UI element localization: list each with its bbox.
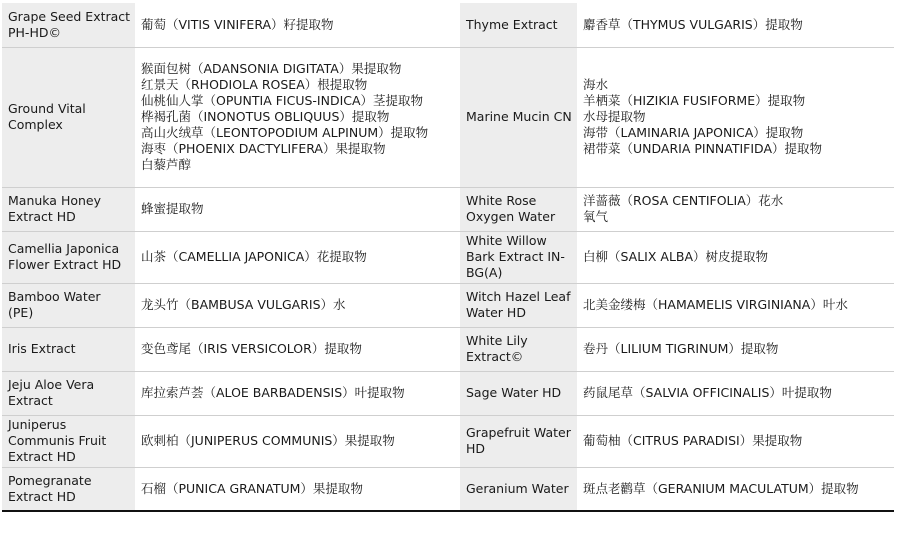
extract-name-cell — [460, 187, 577, 231]
ingredient-cell-line: 猴面包树（ADANSONIA DIGITATA）果提取物 — [141, 61, 402, 76]
ingredient-cell-line: 裙带菜（UNDARIA PINNATIFIDA）提取物 — [583, 141, 823, 156]
table-row — [2, 371, 894, 415]
extract-name-cell-line: (PE) — [8, 305, 34, 320]
ingredient-cell — [135, 467, 454, 511]
ingredient-cell — [577, 187, 894, 231]
extract-name-cell-line: PH-HD© — [8, 24, 61, 40]
extract-name-cell — [460, 283, 577, 327]
extract-name-cell-line: Sage Water HD — [466, 385, 562, 400]
ingredient-cell-line: 海枣（PHOENIX DACTYLIFERA）果提取物 — [141, 141, 386, 156]
extract-name-cell-line: HD — [466, 441, 486, 456]
extract-name-cell-line: Jeju Aloe Vera — [8, 377, 95, 392]
ingredient-cell-line: 石榴（PUNICA GRANATUM）果提取物 — [141, 480, 363, 496]
extract-name-cell — [460, 415, 577, 467]
ingredient-cell-line: 海带（LAMINARIA JAPONICA）提取物 — [583, 125, 804, 140]
table-row — [2, 327, 894, 371]
table-row — [2, 187, 894, 231]
extract-name-cell-line: Marine Mucin CN — [466, 109, 572, 124]
extract-name-cell — [460, 3, 577, 47]
ingredient-cell-line: 高山火绒草（LEONTOPODIUM ALPINUM）提取物 — [141, 125, 429, 140]
extract-name-cell-line: Pomegranate — [8, 472, 92, 488]
ingredient-cell — [135, 371, 454, 415]
ingredient-cell-line: 羊栖菜（HIZIKIA FUSIFORME）提取物 — [583, 93, 806, 108]
extract-name-cell — [2, 371, 135, 415]
ingredient-cell-line: 红景天（RHODIOLA ROSEA）根提取物 — [141, 77, 368, 92]
ingredient-cell — [135, 187, 454, 231]
extract-name-cell-line: Communis Fruit — [8, 433, 107, 448]
ingredient-cell — [135, 283, 454, 327]
extract-name-cell-line: Bark Extract IN- — [466, 249, 565, 264]
extract-name-cell — [2, 467, 135, 511]
extract-name-cell — [2, 3, 135, 47]
extract-name-cell — [2, 47, 135, 187]
extract-name-cell-line: Manuka Honey — [8, 193, 101, 208]
table-row — [2, 467, 894, 511]
extract-name-cell — [2, 327, 135, 371]
ingredient-cell-line: 白柳（SALIX ALBA）树皮提取物 — [583, 249, 769, 264]
extract-name-cell-line: Water HD — [466, 305, 526, 320]
extract-name-cell-line: White Lily — [466, 333, 528, 348]
ingredient-cell-line: 海水 — [583, 77, 609, 92]
extract-name-cell-line: White Rose — [466, 193, 537, 208]
ingredient-cell-line: 葡萄柚（CITRUS PARADISI）果提取物 — [583, 433, 803, 448]
table-row — [2, 231, 894, 283]
extract-name-cell — [2, 415, 135, 467]
ingredient-cell-line: 氧气 — [583, 209, 609, 224]
extract-name-cell-line: Ground Vital — [8, 101, 86, 116]
ingredient-cell — [135, 415, 454, 467]
extract-name-cell-line: Grapefruit Water — [466, 425, 571, 440]
extract-name-cell — [460, 327, 577, 371]
ingredient-table — [2, 3, 894, 512]
extract-name-cell — [460, 371, 577, 415]
ingredient-cell-line: 龙头竹（BAMBUSA VULGARIS）水 — [141, 297, 346, 312]
ingredient-cell-line: 蜂蜜提取物 — [141, 201, 204, 216]
ingredient-cell-line: 库拉索芦荟（ALOE BARBADENSIS）叶提取物 — [141, 385, 405, 400]
extract-name-cell — [460, 47, 577, 187]
extract-name-cell-line: Extract HD — [8, 449, 76, 464]
ingredient-cell — [577, 47, 894, 187]
ingredient-cell-line: 葡萄（VITIS VINIFERA）籽提取物 — [141, 16, 334, 32]
extract-name-cell-line: Bamboo Water — [8, 289, 101, 304]
ingredient-cell-line: 麝香草（THYMUS VULGARIS）提取物 — [583, 16, 803, 32]
ingredient-cell — [135, 3, 454, 47]
ingredient-cell-line: 欧刺柏（JUNIPERUS COMMUNIS）果提取物 — [141, 433, 395, 448]
extract-name-cell-line: Flower Extract HD — [8, 257, 122, 272]
extract-name-cell-line: Oxygen Water — [466, 209, 556, 224]
extract-name-cell — [2, 231, 135, 283]
ingredient-cell — [577, 415, 894, 467]
extract-name-cell — [460, 467, 577, 511]
ingredient-cell — [135, 47, 454, 187]
ingredient-cell — [577, 283, 894, 327]
ingredient-cell-line: 洋蔷薇（ROSA CENTIFOLIA）花水 — [583, 193, 784, 208]
extract-name-cell-line: Thyme Extract — [466, 16, 558, 32]
extract-name-cell-line: Extract HD — [8, 209, 76, 224]
extract-name-cell — [2, 283, 135, 327]
ingredient-cell-line: 白藜芦醇 — [141, 157, 192, 172]
table-row — [2, 3, 894, 47]
extract-name-cell-line: White Willow — [466, 233, 547, 248]
extract-name-cell-line: Extract© — [466, 349, 524, 364]
ingredient-cell-line: 桦褐孔菌（INONOTUS OBLIQUUS）提取物 — [141, 109, 390, 124]
table-row — [2, 415, 894, 467]
extract-name-cell-line: Iris Extract — [8, 341, 76, 356]
ingredient-cell-line: 仙桃仙人掌（OPUNTIA FICUS-INDICA）茎提取物 — [141, 93, 424, 108]
extract-name-cell-line: Juniperus — [8, 417, 67, 432]
extract-name-cell-line: Grape Seed Extract — [8, 8, 131, 24]
extract-name-cell — [2, 187, 135, 231]
ingredient-cell — [135, 327, 454, 371]
ingredient-cell — [577, 327, 894, 371]
ingredient-cell — [577, 371, 894, 415]
ingredient-cell-line: 北美金缕梅（HAMAMELIS VIRGINIANA）叶水 — [583, 297, 848, 312]
ingredient-cell-line: 药鼠尾草（SALVIA OFFICINALIS）叶提取物 — [583, 385, 832, 400]
ingredient-cell — [577, 231, 894, 283]
ingredient-cell — [577, 467, 894, 511]
extract-name-cell-line: Camellia Japonica — [8, 241, 120, 256]
extract-name-cell-line: BG(A) — [466, 265, 503, 280]
extract-name-cell-line: Complex — [8, 117, 63, 132]
ingredient-cell — [577, 3, 894, 47]
ingredient-cell-line: 斑点老鹳草（GERANIUM MACULATUM）提取物 — [583, 480, 859, 496]
ingredient-cell-line: 卷丹（LILIUM TIGRINUM）提取物 — [583, 341, 779, 356]
ingredient-table-body — [2, 3, 894, 511]
ingredient-cell — [135, 231, 454, 283]
table-row — [2, 47, 894, 187]
ingredient-cell-line: 水母提取物 — [583, 109, 646, 124]
ingredient-cell-line: 变色鸢尾（IRIS VERSICOLOR）提取物 — [141, 341, 362, 356]
table-row — [2, 283, 894, 327]
extract-name-cell-line: Extract — [8, 393, 53, 408]
extract-name-cell-line: Witch Hazel Leaf — [466, 289, 571, 304]
extract-name-cell-line: Geranium Water — [466, 480, 569, 496]
ingredient-cell-line: 山茶（CAMELLIA JAPONICA）花提取物 — [141, 249, 367, 264]
extract-name-cell-line: Extract HD — [8, 488, 76, 504]
extract-name-cell — [460, 231, 577, 283]
